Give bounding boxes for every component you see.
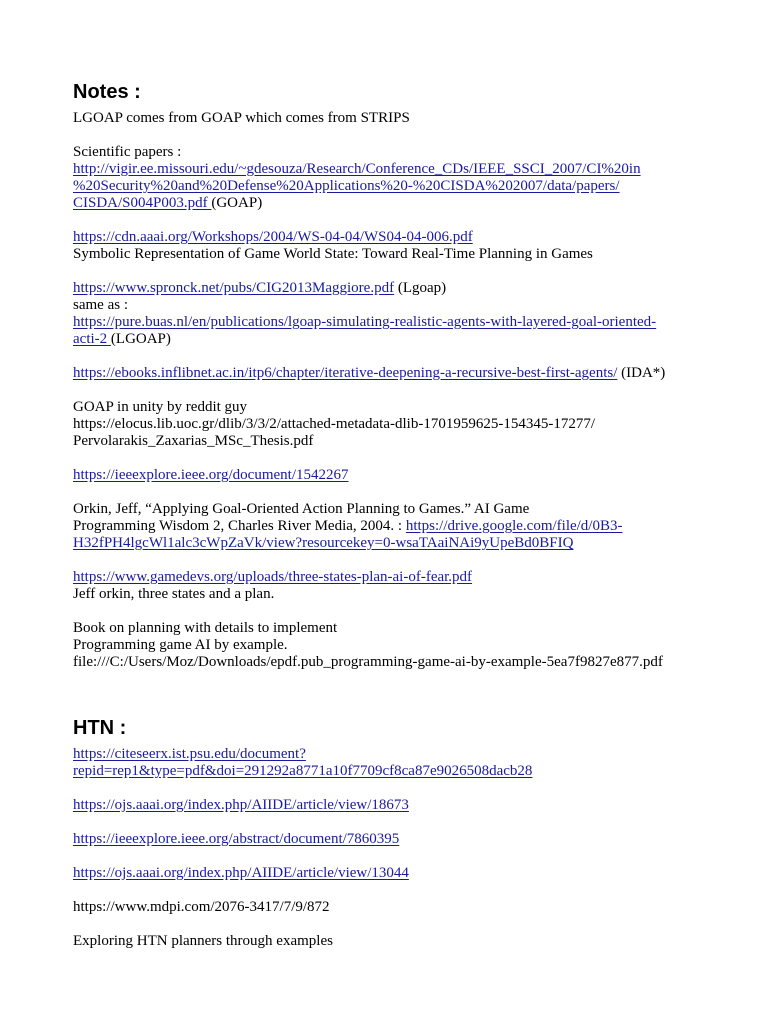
goap-cisda-link-line1[interactable]: http://vigir.ee.missouri.edu/~gdesouza/Research/Conference_CDs/IEEE_SSCI_2007/CI%20in [73, 161, 641, 177]
lgoap-origin: LGOAP comes from GOAP which comes from STRIPS [73, 110, 410, 126]
elocus-url-line1: https://elocus.lib.uoc.gr/dlib/3/3/2/attached-metadata-dlib-1701959625-154345-17277/ [73, 416, 595, 432]
scientific-papers-label: Scientific papers : [73, 144, 182, 160]
elocus-url-line2: Pervolarakis_Zaxarias_MSc_Thesis.pdf [73, 433, 314, 449]
google-drive-link-line1[interactable]: https://drive.google.com/file/d/0B3- [405, 518, 623, 534]
goap-cisda-suffix: (GOAP) [211, 195, 263, 211]
goap-cisda-link[interactable] [73, 161, 641, 211]
book-file-path: file:///C:/Users/Moz/Downloads/epdf.pub_programming-game-ai-by-example-5ea7f9827e877.pdf [73, 654, 663, 670]
spronck-link[interactable]: https://www.spronck.net/pubs/CIG2013Maggiore.pdf [73, 280, 395, 296]
exploring-htn-text: Exploring HTN planners through examples [73, 933, 333, 949]
buas-suffix: (LGOAP) [110, 331, 171, 347]
three-states-description: Jeff orkin, three states and a plan. [73, 586, 275, 602]
citeseerx-link-line2[interactable]: repid=rep1&type=pdf&doi=291292a8771a10f7709cf8ca87e9026508dacb28 [73, 763, 533, 779]
ida-block [73, 365, 703, 382]
orkin-citation-line1: Orkin, Jeff, “Applying Goal-Oriented Action Planning to Games.” AI Game [73, 501, 530, 517]
goap-cisda-link-line2[interactable]: %20Security%20and%20Defense%20Applications%20-%20CISDA%202007/data/papers/ [73, 178, 620, 194]
same-as-label: same as : [73, 297, 128, 313]
aiide-13044-link[interactable]: https://ojs.aaai.org/index.php/AIIDE/article/view/13044 [73, 865, 409, 881]
goap-cisda-link-line3[interactable]: CISDA/S004P003.pdf [73, 195, 208, 211]
book-line1: Book on planning with details to implement [73, 620, 338, 636]
aiide-18673-block [73, 797, 703, 814]
three-states-block [73, 569, 703, 603]
book-block [73, 620, 703, 671]
lgoap-origin-text [73, 110, 703, 127]
inflibnet-suffix: (IDA*) [617, 365, 666, 381]
aaai-workshop-description: Symbolic Representation of Game World State: Toward Real-Time Planning in Games [73, 246, 593, 262]
aaai-workshop-block [73, 229, 703, 263]
document-page [73, 78, 703, 967]
spronck-suffix: (Lgoap) [394, 280, 447, 296]
goap-unity-block [73, 399, 703, 450]
ieee-document-link[interactable]: https://ieeexplore.ieee.org/document/1542267 [73, 467, 349, 483]
aiide-13044-block [73, 865, 703, 882]
orkin-citation-block [73, 501, 703, 552]
buas-link-line1[interactable]: https://pure.buas.nl/en/publications/lgoap-simulating-realistic-agents-with-layered-goal-oriented- [73, 314, 657, 330]
lgoap-block [73, 280, 703, 348]
aaai-workshop-link[interactable]: https://cdn.aaai.org/Workshops/2004/WS-04-04/WS04-04-006.pdf [73, 229, 473, 245]
exploring-htn-block [73, 933, 703, 950]
htn-heading: HTN : [73, 717, 127, 739]
ieee-document-block [73, 467, 703, 484]
citeseerx-block [73, 746, 703, 780]
buas-link-line2[interactable]: acti-2 [73, 331, 108, 347]
scientific-papers-block [73, 144, 703, 212]
notes-heading: Notes : [73, 81, 141, 103]
goap-unity-title: GOAP in unity by reddit guy [73, 399, 248, 415]
book-line2: Programming game AI by example. [73, 637, 288, 653]
mdpi-block [73, 899, 703, 916]
google-drive-link-line2[interactable]: H32fPH4lgcWl1alc3cWpZaVk/view?resourcekey=0-wsaTAaiNAi9yUpeBd0BFIQ [73, 535, 574, 551]
orkin-citation-line2: Programming Wisdom 2, Charles River Media, 2004. : [73, 518, 406, 534]
mdpi-url: https://www.mdpi.com/2076-3417/7/9/872 [73, 899, 330, 915]
aiide-18673-link[interactable]: https://ojs.aaai.org/index.php/AIIDE/article/view/18673 [73, 797, 409, 813]
ieee-abstract-block [73, 831, 703, 848]
ieee-abstract-link[interactable]: https://ieeexplore.ieee.org/abstract/document/7860395 [73, 831, 400, 847]
citeseerx-link[interactable] [73, 746, 532, 779]
inflibnet-link[interactable]: https://ebooks.inflibnet.ac.in/itp6/chapter/iterative-deepening-a-recursive-best-first-agents/ [73, 365, 618, 381]
gamedevs-link[interactable]: https://www.gamedevs.org/uploads/three-states-plan-ai-of-fear.pdf [73, 569, 473, 585]
citeseerx-link-line1[interactable]: https://citeseerx.ist.psu.edu/document? [73, 746, 306, 762]
